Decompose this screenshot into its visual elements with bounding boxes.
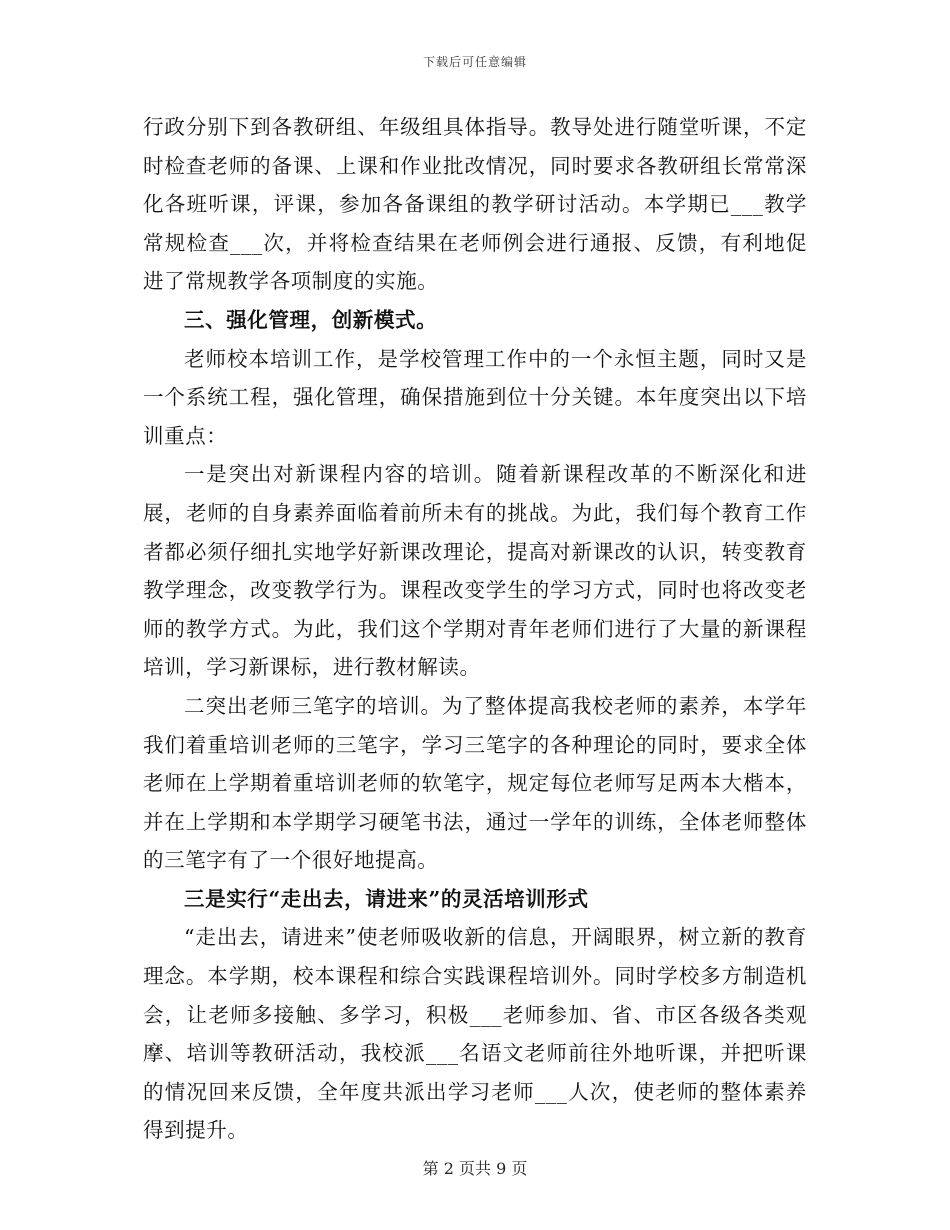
paragraph-calligraphy: 二突出老师三笔字的培训。为了整体提高我校老师的素养，本学年我们着重培训老师的三笔字，学习三笔字的各种理论的同时，要求全体老师在上学期着重培训老师的软笔字，规定每位老师写足两本大楷本，并在上学期和本学期学习硬笔书法，通过一学年的训练，全体老师整体的三笔字有了一个很好地提高。 xyxy=(143,693,807,873)
subheading-go-out-invite-in: 三是实行“走出去，请进来”的灵活培训形式 xyxy=(184,886,589,911)
paragraph-training-intro: 老师校本培训工作，是学校管理工作中的一个永恒主题，同时又是一个系统工程，强化管理，确保措施到位十分关键。本年度突出以下培训重点： xyxy=(143,346,807,448)
page-footer: 第 2 页共 9 页 xyxy=(422,1159,528,1178)
paragraph-new-curriculum: 一是突出对新课程内容的培训。随着新课程改革的不断深化和进展，老师的自身素养面临着前所未有的挑战。为此，我们每个教育工作者都必须仔细扎实地学好新课改理论，提高对新课改的认识，转变教育教学理念，改变教学行为。课程改变学生的学习方式，同时也将改变老师的教学方式。为此，我们这个学期对青年老师们进行了大量的新课程培训，学习新课标，进行教材解读。 xyxy=(143,462,807,680)
page-header: 下载后可任意编辑 xyxy=(422,55,527,69)
section-heading-3: 三、强化管理，创新模式。 xyxy=(184,307,438,332)
document-body xyxy=(143,108,807,1150)
paragraph-go-out-invite-in: “走出去，请进来”使老师吸收新的信息，开阔眼界，树立新的教育理念。本学期，校本课程和综合实践课程培训外。同时学校多方制造机会，让老师多接触、多学习，积极___老师参加、省、市区各级各类观摩、培训等教研活动，我校派___名语文老师前往外地听课，并把听课的情况回来反馈，全年度共派出学习老师___人次，使老师的整体素养得到提升。 xyxy=(143,925,807,1143)
paragraph-continued: 行政分别下到各教研组、年级组具体指导。教导处进行随堂听课，不定时检查老师的备课、上课和作业批改情况，同时要求各教研组长常常深化各班听课，评课，参加各备课组的教学研讨活动。本学期已___教学常规检查___次，并将检查结果在老师例会进行通报、反馈，有利地促进了常规教学各项制度的实施。 xyxy=(143,115,807,294)
